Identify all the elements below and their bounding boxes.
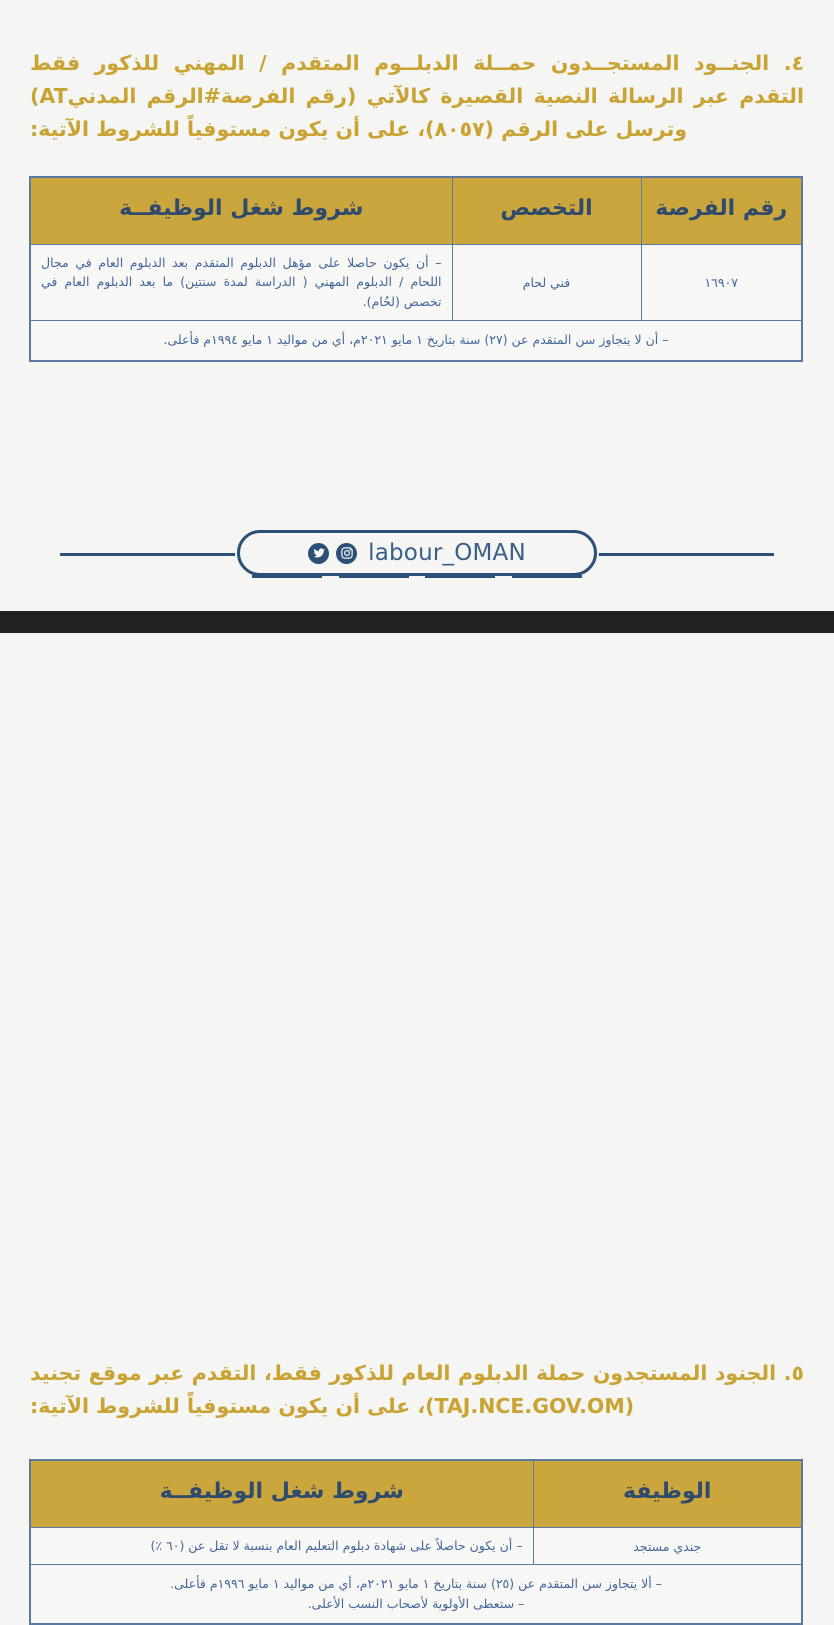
table-footer-row (30, 1565, 802, 1624)
recruitment-website-url: TAJ.NCE.GOV.OM (434, 1393, 625, 1418)
intro-paragraph-5 (30, 1357, 804, 1423)
section-diploma-advanced (0, 0, 834, 611)
column-header-conditions: شروط شغل الوظيفــة (30, 177, 452, 245)
table-header-row (30, 177, 802, 245)
cell-job-title: جندي مستجد (533, 1528, 802, 1565)
cell-opportunity-number: ١٦٩٠٧ (641, 245, 802, 321)
column-header-opportunity-number: رقم الفرصة (641, 177, 802, 245)
cell-conditions: – أن يكون حاصلا على مؤهل الدبلوم المتقدم بعد الدبلوم العام في مجال اللحام / الدبلوم المهني ( الدراسة لمدة سنتين) ما بعد الدبلوم العام في تخصص (لحُام). (30, 245, 452, 321)
table-row (30, 1528, 802, 1565)
social-media-bar (0, 524, 834, 584)
opportunities-table-1 (29, 176, 803, 362)
condition-priority: – ستعطى الأولوية لأصحاب النسب الأعلى. (307, 1595, 525, 1611)
cell-age-condition: – أن لا يتجاوز سن المتقدم عن (٢٧) سنة بتاريخ ١ مايو ٢٠٢١م، أي من مواليد ١ مايو ١٩٩٤م فأعلى. (30, 321, 802, 361)
social-handle-text: labour_OMAN (368, 540, 526, 566)
column-header-job: الوظيفة (533, 1460, 802, 1528)
section-divider-band (0, 611, 834, 633)
twitter-icon[interactable] (308, 543, 329, 564)
cell-additional-conditions (30, 1565, 802, 1624)
column-header-specialization: التخصص (452, 177, 641, 245)
section-diploma-general (0, 633, 834, 1611)
instagram-icon[interactable] (336, 543, 357, 564)
condition-age: – ألا يتجاوز سن المتقدم عن (٢٥) سنة بتاريخ ١ مايو ٢٠٢١م، أي من مواليد ١ مايو ١٩٩٦م فأعلى. (170, 1576, 662, 1592)
intro-text-after: )، على أن يكون مستوفياً للشروط الآتية: (30, 1393, 435, 1418)
cell-conditions: – أن يكون حاصلاً على شهادة دبلوم التعليم العام بنسبة لا تقل عن (٦٠ ٪) (30, 1528, 533, 1565)
social-handle-pill[interactable] (237, 530, 597, 576)
table-row (30, 245, 802, 321)
table-header-row (30, 1460, 802, 1528)
rule-right (599, 553, 774, 556)
intro-text-before: ٥. الجنود المستجدون حملة الدبلوم العام للذكور فقط، التقدم عبر موقع تجنيد ( (30, 1360, 804, 1418)
dash-segment (425, 575, 495, 578)
dash-segment (339, 575, 409, 578)
column-header-conditions: شروط شغل الوظيفــة (30, 1460, 533, 1528)
rule-left (60, 553, 235, 556)
dash-segment (512, 575, 582, 578)
dash-segment (252, 575, 322, 578)
opportunities-table-2 (29, 1459, 803, 1625)
pill-dash-row (252, 575, 582, 578)
table-footer-row (30, 321, 802, 361)
intro-paragraph-4: ٤. الجنــود المستجــدون حمــلة الدبلــوم المتقدم / المهني للذكور فقط التقدم عبر الرسالة النصية القصيرة كالآتي (رقم الفرصة#الرقم المدنيAT) وترسل على الرقم (٨٠٥٧)، على أن يكون مستوفياً للشروط الآتية: (30, 50, 804, 141)
cell-specialization: فني لحام (452, 245, 641, 321)
